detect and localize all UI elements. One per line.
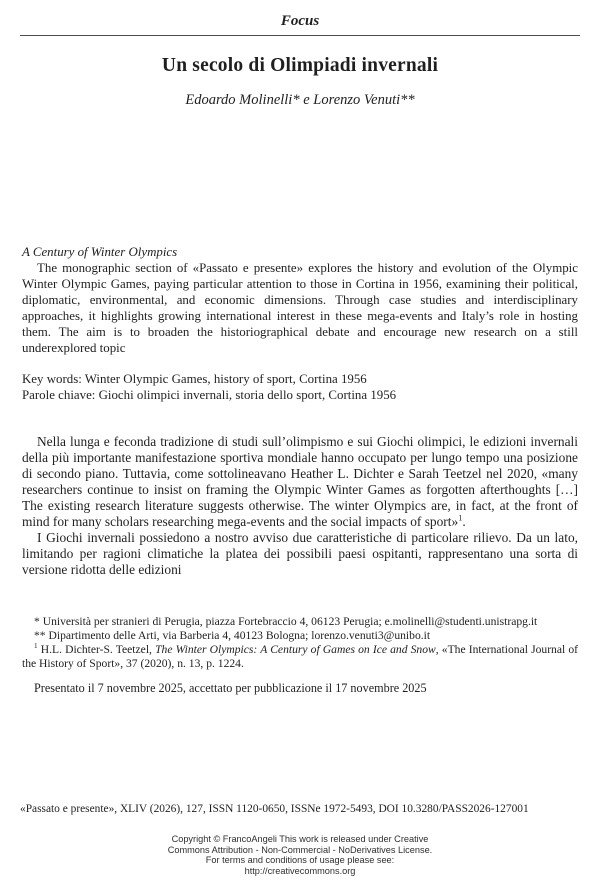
body-paragraph-1 bbox=[22, 434, 578, 530]
copyright-url: http://creativecommons.org bbox=[244, 865, 356, 876]
footnote-star-text: Università per stranieri di Perugia, piazza Fortebraccio 4, 06123 Perugia; e.molinelli@studenti.unistrapg.it bbox=[39, 615, 538, 628]
journal-citation-line: «Passato e presente», XLIV (2026), 127, ISSN 1120-0650, ISSNe 1972-5493, DOI 10.3280/PASS2026-127001 bbox=[20, 803, 529, 815]
keywords-english: Key words: Winter Olympic Games, history of sport, Cortina 1956 bbox=[22, 372, 367, 386]
copyright-line-1: Copyright © FrancoAngeli This work is released under Creative bbox=[171, 834, 429, 844]
footnote-1 bbox=[22, 643, 578, 671]
abstract-text: The monographic section of «Passato e presente» explores the history and evolution of the Olympic Winter Olympic Games, paying particular attention to those in Cortina in 1956, examining their political, diplomatic, environmental, and economic dimensions. Through case studies and interdisciplinary approaches, it highlights growing international interest in these mega-events and Italy’s role in hosting them. The aim is to broaden the historiographical debate and encourage new research on a still underexplored topic bbox=[22, 261, 578, 355]
footnote-reference-1: 1 bbox=[458, 513, 463, 523]
article-body bbox=[22, 434, 578, 578]
body-paragraph-2: I Giochi invernali possiedono a nostro avviso due caratteristiche di particolare rilievo. Da un lato, limitando per ragioni climatiche la platea dei possibili paesi ospitanti, rappresentano una sorta di versione ridotta delle edizioni bbox=[22, 530, 578, 577]
article-title: Un secolo di Olimpiadi invernali bbox=[161, 55, 439, 76]
copyright-line-2: Commons Attribution - Non-Commercial - NoDerivatives License. bbox=[167, 844, 433, 855]
copyright-line-3: For terms and conditions of usage please see: bbox=[205, 855, 395, 865]
keywords bbox=[22, 372, 578, 403]
section-label: Focus bbox=[280, 13, 320, 29]
header-divider bbox=[20, 35, 580, 36]
footnote-doublestar-text: Dipartimento delle Arti, via Barberia 4, 40123 Bologna; lorenzo.venuti3@unibo.it bbox=[45, 629, 431, 642]
footnotes bbox=[22, 615, 578, 696]
keywords-italian: Parole chiave: Giochi olimpici invernali, storia dello sport, Cortina 1956 bbox=[22, 387, 397, 402]
body-paragraph-1-text: Nella lunga e feconda tradizione di studi sull’olimpismo e sui Giochi olimpici, le edizioni invernali della più importante manifestazione sportiva mondiale hanno occupato per lungo tempo una posizione di secondo piano. Tuttavia, come sottolineavano Heather L. Dichter e Sarah Teetzel nel 2020, «many researchers continue to insist on framing the Olympic Winter Games as forgotten afterthoughts […] The existing research literature suggests otherwise. The winter Olympics are, in fact, at the front of mind for many scholars researching mega-events and the social impacts of sport» bbox=[22, 434, 578, 529]
footnote-affiliation-1 bbox=[22, 615, 578, 629]
footnote-star-marker: * bbox=[34, 615, 40, 628]
body-paragraph-1-period: . bbox=[462, 514, 466, 529]
abstract-title: A Century of Winter Olympics bbox=[22, 245, 178, 259]
footnote-affiliation-2 bbox=[22, 629, 578, 643]
footnote-1-marker: 1 bbox=[34, 642, 38, 651]
footnote-1-rest: , «The International Journal of the History of Sport», 37 (2020), n. 13, p. 1224. bbox=[22, 643, 578, 670]
abstract bbox=[22, 244, 578, 356]
submission-note: Presentato il 7 novembre 2025, accettato per pubblicazione il 17 novembre 2025 bbox=[34, 681, 427, 695]
authors-line: Edoardo Molinelli* e Lorenzo Venuti** bbox=[185, 92, 415, 108]
footnote-1-book-title: The Winter Olympics: A Century of Games on Ice and Snow bbox=[155, 643, 436, 656]
copyright-notice bbox=[0, 834, 600, 876]
footnote-1-authors: H.L. Dichter-S. Teetzel, bbox=[37, 643, 156, 656]
footnote-doublestar-marker: ** bbox=[34, 629, 46, 642]
